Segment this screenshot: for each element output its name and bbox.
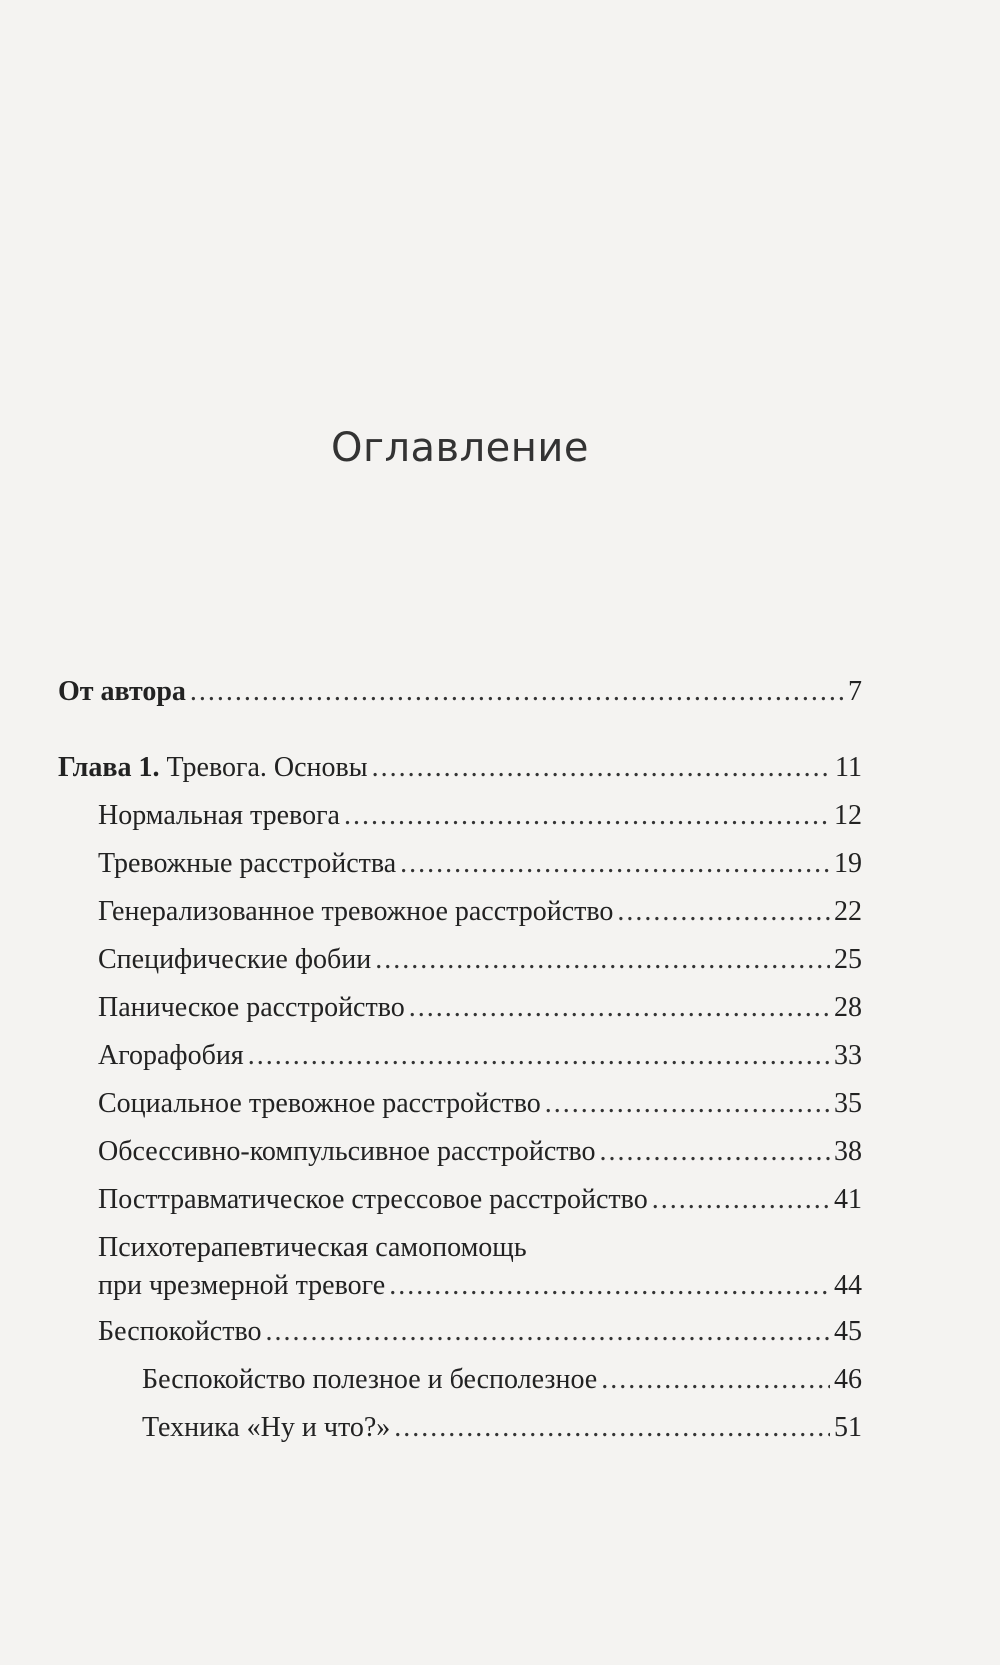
toc-label: От автора — [58, 676, 186, 707]
leader-dots — [248, 1040, 830, 1072]
toc-page-number: 28 — [834, 992, 862, 1023]
leader-dots — [372, 752, 831, 784]
toc-label-line1: Психотерапевтическая самопомощь — [98, 1232, 527, 1263]
toc-label: Беспокойство полезное и бесполезное — [142, 1364, 598, 1395]
toc-entry[interactable] — [98, 848, 862, 880]
toc-page-number: 19 — [834, 848, 862, 879]
page-title: Оглавление — [330, 425, 590, 471]
toc-entry-from-author[interactable] — [58, 676, 862, 708]
leader-dots — [394, 1412, 830, 1444]
toc-page-number: 41 — [834, 1184, 862, 1215]
leader-dots — [375, 944, 830, 976]
chapter-prefix: Глава 1. — [58, 752, 160, 783]
toc-label: Нормальная тревога — [98, 800, 340, 831]
toc-label: Специфические фобии — [98, 944, 372, 975]
toc-label: Паническое расстройство — [98, 992, 405, 1023]
toc-entry[interactable] — [98, 1184, 862, 1216]
leader-dots — [545, 1088, 830, 1120]
toc-entry[interactable] — [98, 944, 862, 976]
leader-dots — [344, 800, 830, 832]
toc-page-number: 25 — [834, 944, 862, 975]
toc-label: Техника «Ну и что?» — [142, 1412, 391, 1443]
toc-label: Беспокойство — [98, 1316, 262, 1347]
toc-label-line2: при чрезмерной тревоге — [98, 1270, 386, 1301]
toc-page-number: 12 — [834, 800, 862, 831]
toc-label: Тревога. Основы — [166, 752, 368, 783]
toc-page-number: 46 — [834, 1364, 862, 1395]
toc-entry[interactable] — [98, 1088, 862, 1120]
leader-dots — [617, 896, 830, 928]
leader-dots — [400, 848, 830, 880]
toc-page-number: 22 — [834, 896, 862, 927]
toc-label: Посттравматическое стрессовое расстройство — [98, 1184, 648, 1215]
toc-entry-worry[interactable] — [98, 1316, 862, 1348]
leader-dots — [190, 676, 844, 708]
toc-subentry[interactable] — [142, 1364, 862, 1396]
toc-entry-self-help[interactable] — [98, 1232, 862, 1302]
toc-label: Социальное тревожное расстройство — [98, 1088, 541, 1119]
toc-entry-chapter-1[interactable] — [58, 752, 862, 784]
leader-dots — [265, 1316, 830, 1348]
toc-page-number: 35 — [834, 1088, 862, 1119]
toc-entry[interactable] — [98, 800, 862, 832]
toc-subentry[interactable] — [142, 1412, 862, 1444]
toc-label: Обсессивно-компульсивное расстройство — [98, 1136, 596, 1167]
toc-entry[interactable] — [98, 896, 862, 928]
toc-entry[interactable] — [98, 992, 862, 1024]
leader-dots — [601, 1364, 830, 1396]
leader-dots — [600, 1136, 830, 1168]
toc-page-number: 45 — [834, 1316, 862, 1347]
leader-dots — [652, 1184, 830, 1216]
toc-label: Тревожные расстройства — [98, 848, 397, 879]
toc-page-number: 38 — [834, 1136, 862, 1167]
leader-dots — [409, 992, 830, 1024]
toc-page-number: 51 — [834, 1412, 862, 1443]
toc-page-number: 11 — [835, 752, 862, 783]
toc-entry[interactable] — [98, 1136, 862, 1168]
leader-dots — [389, 1270, 830, 1302]
toc-entry[interactable] — [98, 1040, 862, 1072]
toc-label: Агорафобия — [98, 1040, 244, 1071]
toc-page-number: 33 — [834, 1040, 862, 1071]
toc-page-number: 7 — [848, 676, 862, 707]
toc-page-number: 44 — [834, 1270, 862, 1301]
toc-label: Генерализованное тревожное расстройство — [98, 896, 614, 927]
